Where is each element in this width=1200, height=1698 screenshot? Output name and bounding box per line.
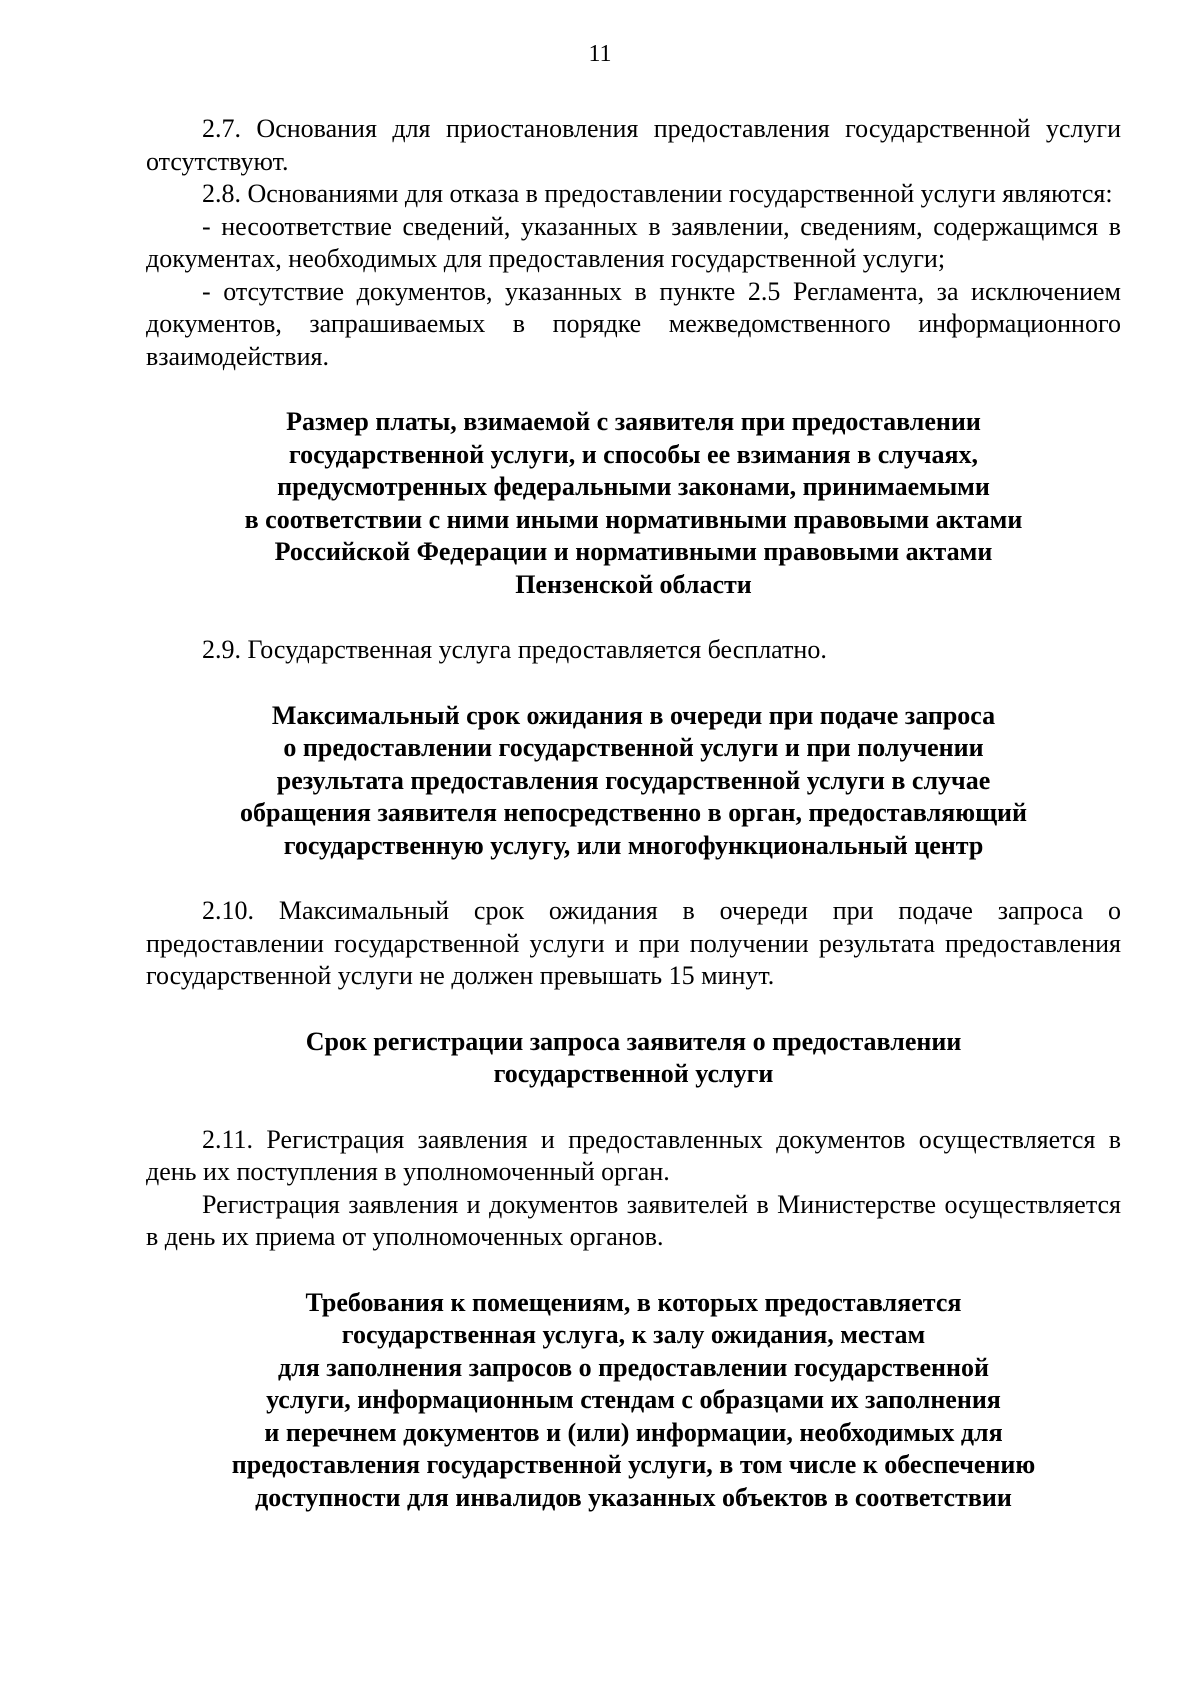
heading-line: обращения заявителя непосредственно в орган, предоставляющий <box>239 798 1028 827</box>
heading-line: Максимальный срок ожидания в очереди при подаче запроса <box>271 700 996 730</box>
heading-line: о предоставлении государственной услуги и при получении <box>283 733 984 762</box>
spacer <box>146 373 1121 406</box>
spacer <box>146 862 1121 895</box>
spacer <box>146 1091 1121 1124</box>
paragraph-2-8: 2.8. Основаниями для отказа в предоставлении государственной услуги являются: <box>202 179 1113 208</box>
paragraph-2-8-item-1: - несоответствие сведений, указанных в заявлении, сведениям, содержащимся в документах, необходимых для предоставления государственной услуги; <box>146 211 1121 273</box>
spacer <box>146 993 1121 1026</box>
heading-line: государственная услуга, к залу ожидания, местам <box>341 1320 926 1349</box>
heading-line: предусмотренных федеральными законами, принимаемыми <box>277 472 990 501</box>
heading-line: государственной услуги <box>493 1059 774 1088</box>
heading-registration <box>146 1026 1121 1091</box>
heading-line: в соответствии с ними иными нормативными правовыми актами <box>244 504 1023 534</box>
heading-line: Срок регистрации запроса заявителя о предоставлении <box>305 1026 962 1056</box>
heading-fee <box>146 406 1121 601</box>
heading-line: для заполнения запросов о предоставлении государственной <box>277 1352 989 1382</box>
paragraph-2-11-b: Регистрация заявления и документов заявителей в Министерстве осуществляется в день их приема от уполномоченных органов. <box>146 1189 1121 1251</box>
paragraph-2-10: 2.10. Максимальный срок ожидания в очереди при подаче запроса о предоставлении государственной услуги и при получении результата предоставления государственной услуги не должен превышать 15 минут. <box>146 896 1121 990</box>
heading-line: предоставления государственной услуги, в том числе к обеспечению <box>231 1450 1036 1479</box>
heading-line: государственной услуги, и способы ее взимания в случаях, <box>288 439 979 469</box>
page-content <box>146 113 1121 1514</box>
page-number: 11 <box>588 41 612 67</box>
spacer <box>146 667 1121 700</box>
heading-line: услуги, информационным стендам с образцами их заполнения <box>266 1385 1001 1414</box>
spacer <box>146 601 1121 634</box>
paragraph-2-9: 2.9. Государственная услуга предоставляется бесплатно. <box>202 635 827 664</box>
heading-line: и перечнем документов и (или) информации, необходимых для <box>264 1417 1003 1447</box>
heading-line: Требования к помещениям, в которых предоставляется <box>305 1287 962 1317</box>
heading-premises <box>146 1287 1121 1515</box>
heading-line: Пензенской области <box>515 569 752 599</box>
heading-line: Размер платы, взимаемой с заявителя при предоставлении <box>286 407 981 436</box>
heading-wait-time <box>146 700 1121 863</box>
heading-line: Российской Федерации и нормативными правовыми актами <box>274 537 993 566</box>
paragraph-2-11: 2.11. Регистрация заявления и предоставленных документов осуществляется в день их поступления в уполномоченный орган. <box>146 1124 1121 1186</box>
heading-line: государственную услугу, или многофункциональный центр <box>283 830 984 860</box>
paragraph-2-7: 2.7. Основания для приостановления предоставления государственной услуги отсутствуют. <box>146 114 1121 176</box>
heading-line: доступности для инвалидов указанных объектов в соответствии <box>255 1482 1012 1512</box>
heading-line: результата предоставления государственной услуги в случае <box>276 765 991 795</box>
spacer <box>146 1254 1121 1287</box>
paragraph-2-8-item-2: - отсутствие документов, указанных в пункте 2.5 Регламента, за исключением документов, запрашиваемых в порядке межведомственного информационного взаимодействия. <box>146 276 1121 371</box>
